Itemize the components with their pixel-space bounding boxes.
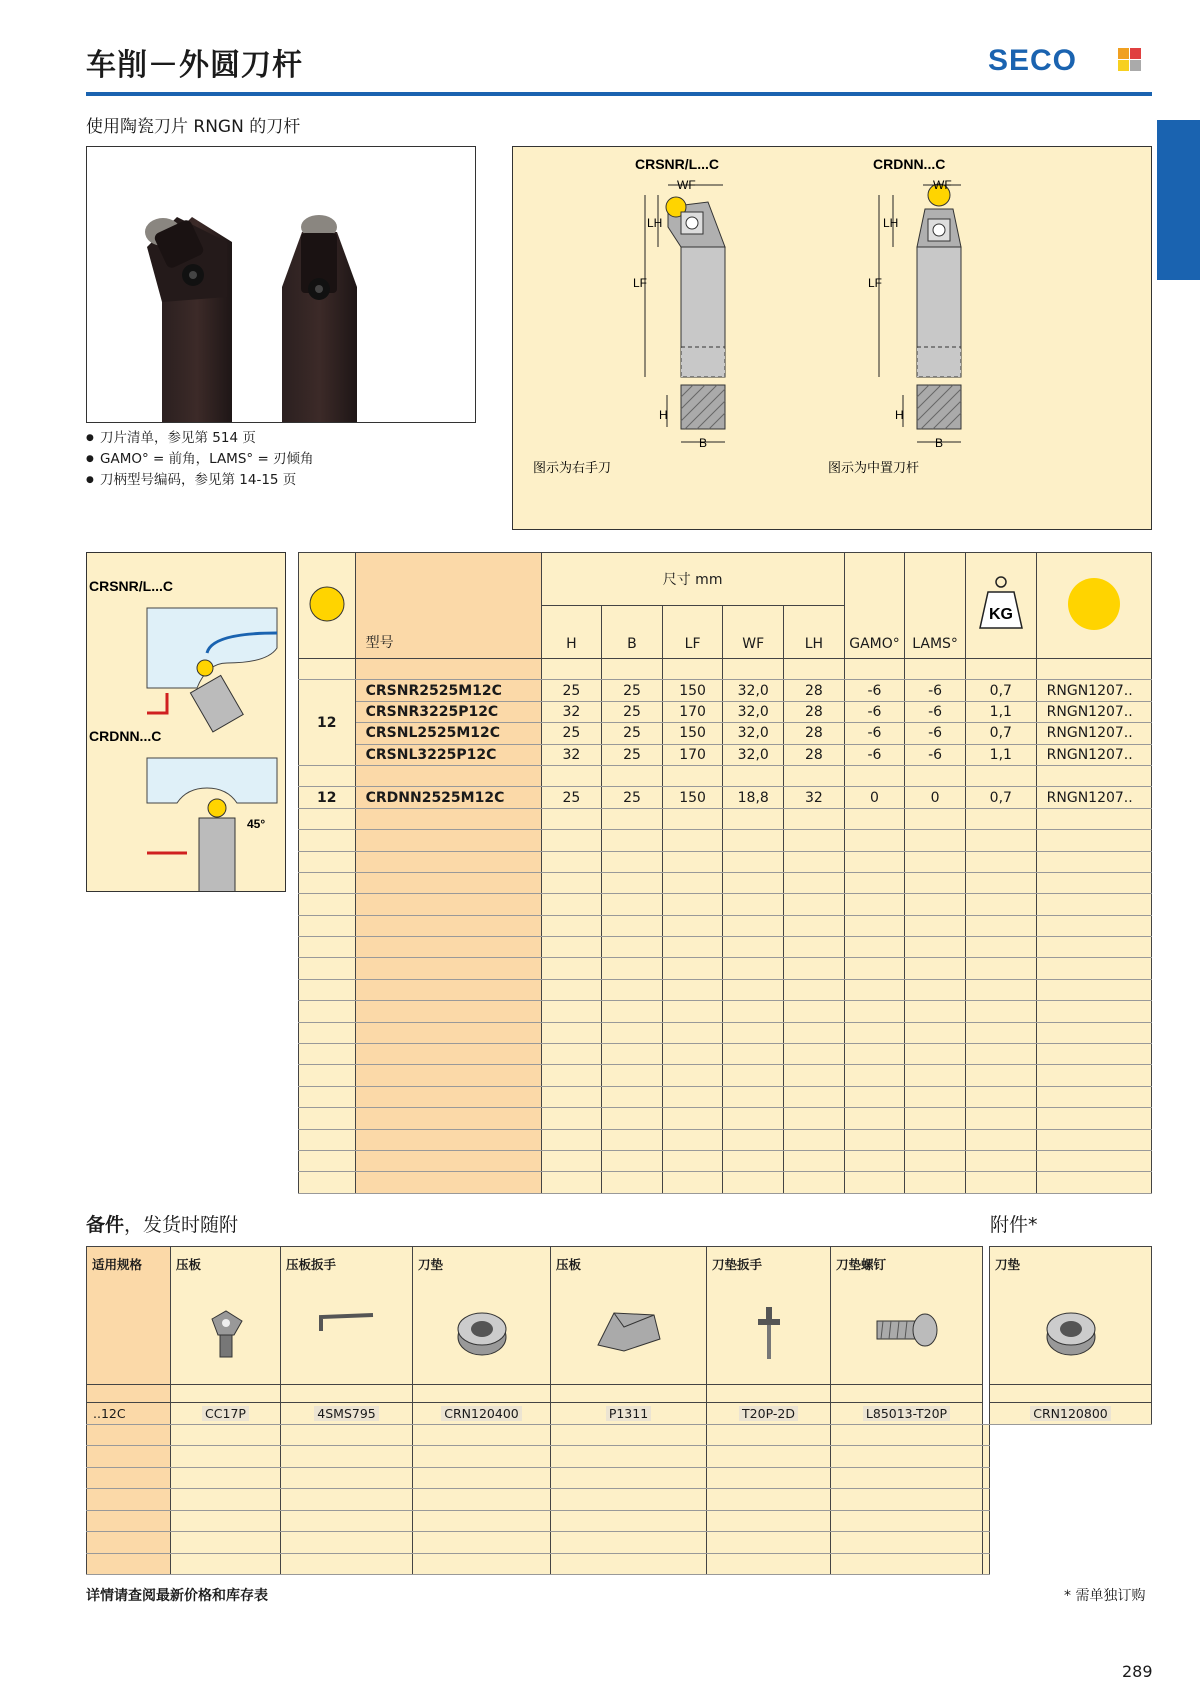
cell-gamo: -6: [844, 701, 905, 722]
cell-b: 25: [602, 744, 663, 765]
spacer-row: [299, 937, 1152, 958]
size-cell: 12: [299, 680, 356, 766]
cell-kg: 0,7: [965, 787, 1036, 808]
cell-lams: 0: [905, 787, 966, 808]
acc-col-clamp-key: 压板扳手: [281, 1247, 413, 1385]
acc-col-clamp: 压板: [171, 1247, 281, 1385]
round-insert-icon: [307, 584, 347, 624]
acc-col-shim-screw: 刀垫螺钉: [831, 1247, 983, 1385]
cell-part: CRSNL3225P12C: [355, 744, 541, 765]
acc-empty-row: [87, 1553, 1152, 1575]
cell-lf: 150: [662, 787, 723, 808]
note-item: ● GAMO° = 前角，LAMS° = 刃倾角: [86, 449, 314, 470]
diagram-right-caption: 图示为中置刀杆: [828, 460, 920, 475]
acc-empty-row: [87, 1467, 1152, 1489]
spec-row: [299, 787, 1152, 808]
gamo-header: GAMO°: [844, 553, 905, 659]
cell-gamo: 0: [844, 787, 905, 808]
part-number-header: 型号: [355, 553, 541, 659]
mini-angle-label: 45°: [247, 817, 266, 831]
insert-shape-header: [299, 553, 356, 659]
cell-insert: RNGN1207..: [1036, 701, 1151, 722]
note-item: ● 刀柄型号编码，参见第 14-15 页: [86, 470, 314, 491]
mini-bottom-label: CRDNN...C: [89, 728, 162, 744]
note-item: ● 刀片清单，参见第 514 页: [86, 428, 314, 449]
page-number: 289: [1122, 1662, 1153, 1681]
dimensions-header: 尺寸 mm: [541, 553, 844, 606]
footer-note: 详情请查阅最新价格和库存表: [86, 1588, 268, 1604]
application-mini-panel: [86, 552, 286, 892]
cell-b: 25: [602, 680, 663, 701]
cell-gamo: -6: [844, 723, 905, 744]
lams-header: LAMS°: [905, 553, 966, 659]
spec-table: [298, 552, 1152, 1194]
cell-b: 25: [602, 701, 663, 722]
acc-empty-row: [87, 1532, 1152, 1554]
cell-wf: 32,0: [723, 723, 784, 744]
cell-lh: 28: [784, 680, 845, 701]
acc-col-size: 适用规格: [87, 1247, 171, 1385]
weight-header: [965, 553, 1036, 659]
insert-header: [1036, 553, 1151, 659]
torx-key-icon: [754, 1305, 784, 1361]
cell-wf: 32,0: [723, 744, 784, 765]
cell-insert: RNGN1207..: [1036, 680, 1151, 701]
cell-lh: 28: [784, 723, 845, 744]
lh-header: LH: [784, 606, 845, 659]
page-subtitle: 使用陶瓷刀片 RNGN 的刀杆: [86, 117, 301, 137]
acc-empty-rows: [87, 1424, 1152, 1575]
cell-lf: 150: [662, 680, 723, 701]
accessories-heading: 附件*: [990, 1214, 1038, 1236]
acc-empty-row: [87, 1446, 1152, 1468]
spacer-row: [299, 979, 1152, 1000]
dimension-diagram-panel: [512, 146, 1152, 530]
spacer-row: [299, 894, 1152, 915]
weight-icon: [976, 574, 1026, 634]
cell-h: 32: [541, 744, 602, 765]
dim-h-right: H: [895, 408, 904, 422]
size-cell: 12: [299, 787, 356, 808]
cell-gamo: -6: [844, 744, 905, 765]
cell-h: 32: [541, 701, 602, 722]
spec-row: [299, 701, 1152, 722]
seco-logo: [988, 44, 1148, 76]
acc-col-clamp-plate: 压板: [551, 1247, 707, 1385]
spec-row: [299, 744, 1152, 765]
acc-empty-row: [87, 1424, 1152, 1446]
cell-kg: 1,1: [965, 744, 1036, 765]
acc-size-cell: ..12C: [87, 1403, 171, 1425]
dim-lh-left: LH: [647, 216, 663, 230]
cell-lh: 32: [784, 787, 845, 808]
acc-empty-row: [87, 1489, 1152, 1511]
diagram-left-caption: 图示为右手刀: [533, 460, 612, 475]
weight-icon-text: KG: [988, 605, 1013, 623]
spacer-row: [299, 1150, 1152, 1171]
spec-row: [299, 723, 1152, 744]
cell-wf: 32,0: [723, 701, 784, 722]
spacer-row: [299, 830, 1152, 851]
cell-insert: RNGN1207..: [1036, 744, 1151, 765]
table-separator: [983, 1247, 990, 1425]
dim-lf-right: LF: [868, 276, 883, 290]
cell-lf: 150: [662, 723, 723, 744]
cell-part: CRSNL2525M12C: [355, 723, 541, 744]
spacer-row: [299, 1022, 1152, 1043]
dim-lh-right: LH: [883, 216, 899, 230]
clamp-plate-icon: [594, 1305, 664, 1355]
cell-lams: -6: [905, 744, 966, 765]
shim-screw-icon: [871, 1305, 943, 1355]
cell-part: CRDNN2525M12C: [355, 787, 541, 808]
cell-part: CRSNR2525M12C: [355, 680, 541, 701]
lf-header: LF: [662, 606, 723, 659]
acc-col-shim: 刀垫: [413, 1247, 551, 1385]
cell-kg: 0,7: [965, 723, 1036, 744]
spacer-row: [299, 1065, 1152, 1086]
cell-h: 25: [541, 787, 602, 808]
spacer-row: [299, 1108, 1152, 1129]
dim-wf-left: WF: [677, 178, 696, 192]
dim-wf-right: WF: [933, 178, 952, 192]
acc-cell-clamp-plate: P1311: [551, 1403, 707, 1425]
insert-yellow-icon: [1064, 574, 1124, 634]
cell-part: CRSNR3225P12C: [355, 701, 541, 722]
acc-cell-accessory-shim: CRN120800: [990, 1403, 1152, 1425]
cell-lams: -6: [905, 723, 966, 744]
diagram-right-title: CRDNN...C: [873, 156, 946, 172]
spare-parts-heading: 备件，发货时随附: [86, 1214, 239, 1236]
acc-col-accessory-shim: 刀垫: [990, 1247, 1152, 1385]
brand-text: SECO: [988, 44, 1078, 76]
cell-lams: -6: [905, 701, 966, 722]
diagram-left-title: CRSNR/L...C: [635, 156, 719, 172]
spacer-row: [299, 958, 1152, 979]
notes-list: [86, 428, 314, 491]
cell-wf: 18,8: [723, 787, 784, 808]
cell-insert: RNGN1207..: [1036, 723, 1151, 744]
dim-b-left: B: [699, 436, 708, 450]
spacer-row: [299, 1044, 1152, 1065]
acc-gap-row: [87, 1385, 1152, 1403]
acc-empty-row: [87, 1510, 1152, 1532]
section-side-tab[interactable]: [1157, 120, 1200, 280]
spacer-row: [299, 915, 1152, 936]
header-rule: [86, 92, 1152, 96]
h-header: H: [541, 606, 602, 659]
b-header: B: [602, 606, 663, 659]
shim-icon: [455, 1305, 509, 1359]
spacer-row: [299, 851, 1152, 872]
acc-cell-shim-key: T20P-2D: [707, 1403, 831, 1425]
footer-order-note: * 需单独订购: [1064, 1588, 1146, 1604]
cell-lf: 170: [662, 744, 723, 765]
cell-b: 25: [602, 723, 663, 744]
cell-kg: 1,1: [965, 701, 1036, 722]
accessories-table: [86, 1246, 1152, 1575]
acc-data-row: [87, 1403, 1152, 1425]
spacer-row: [299, 765, 1152, 786]
mini-top-label: CRSNR/L...C: [89, 578, 173, 594]
cell-lams: -6: [905, 680, 966, 701]
spacer-row: [299, 808, 1152, 829]
spacer-row: [299, 1086, 1152, 1107]
spec-table-body: [299, 659, 1152, 1194]
spec-row: [299, 680, 1152, 701]
cell-wf: 32,0: [723, 680, 784, 701]
acc-cell-shim-screw: L85013-T20P: [831, 1403, 983, 1425]
dim-b-right: B: [935, 436, 944, 450]
acc-cell-shim: CRN120400: [413, 1403, 551, 1425]
cell-h: 25: [541, 680, 602, 701]
cell-insert: RNGN1207..: [1036, 787, 1151, 808]
accessory-shim-icon: [1044, 1305, 1098, 1359]
cell-lh: 28: [784, 701, 845, 722]
spacer-row: [299, 659, 1152, 680]
hex-key-icon: [317, 1305, 377, 1335]
product-photo: [86, 146, 476, 423]
dim-h-left: H: [659, 408, 668, 422]
spacer-row: [299, 1129, 1152, 1150]
cell-gamo: -6: [844, 680, 905, 701]
acc-col-shim-key: 刀垫扳手: [707, 1247, 831, 1385]
cell-b: 25: [602, 787, 663, 808]
cell-lh: 28: [784, 744, 845, 765]
page-title: 车削－外圆刀杆: [86, 48, 303, 83]
cell-h: 25: [541, 723, 602, 744]
spacer-row: [299, 1001, 1152, 1022]
dim-lf-left: LF: [633, 276, 648, 290]
cell-kg: 0,7: [965, 680, 1036, 701]
cell-lf: 170: [662, 701, 723, 722]
spacer-row: [299, 872, 1152, 893]
spacer-row: [299, 1172, 1152, 1193]
acc-cell-clamp: CC17P: [171, 1403, 281, 1425]
acc-cell-clamp-key: 4SMS795: [281, 1403, 413, 1425]
clamp-icon: [204, 1305, 248, 1365]
wf-header: WF: [723, 606, 784, 659]
